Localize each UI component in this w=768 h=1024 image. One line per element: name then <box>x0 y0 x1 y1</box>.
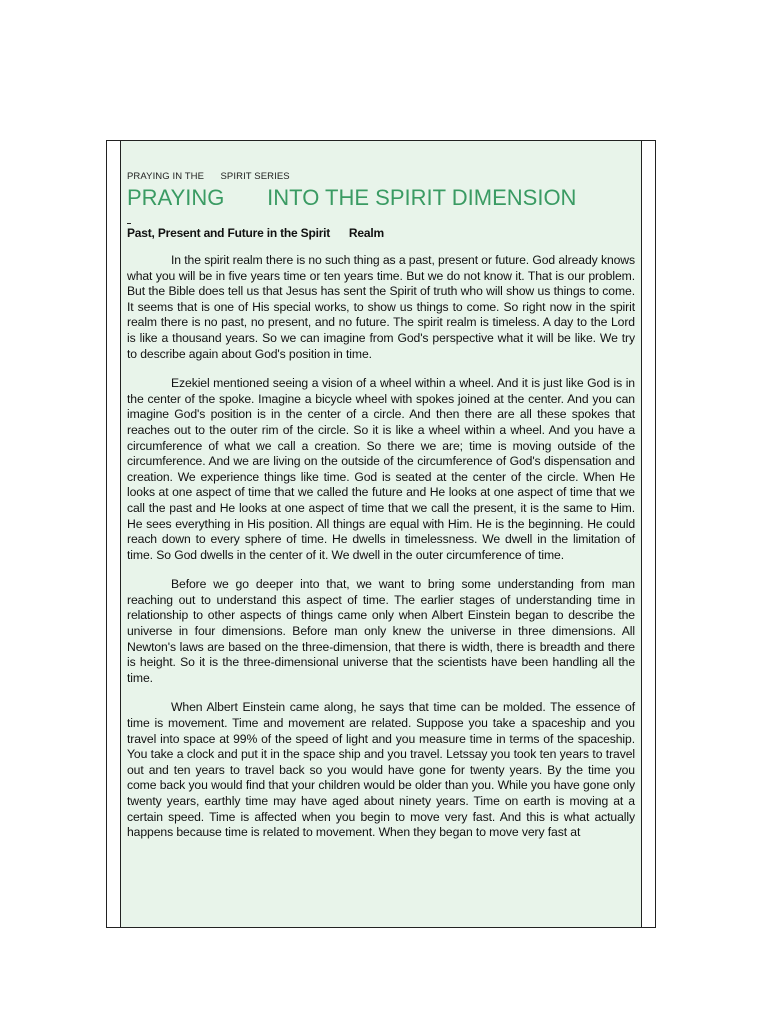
section-heading: Past, Present and Future in the Spirit Realm <box>127 226 384 240</box>
paragraph: When Albert Einstein came along, he says that time can be molded. The essence of time is movement. Time and movement are related. Suppose you take a spaceship and you travel into space at 99% of the speed of light and you measure time in terms of the spaceship. You take a clock and put it in the space ship and you travel. Letssay you took ten years to travel out and ten years to travel back so you would have gone for twenty years. By the time you come back you would find that your children would be older than you. While you have gone only twenty years, earthly time may have aged about ninety years. Time on earth is moving at a certain speed. Time is affected when you begin to move very fast. And this is what actually happens because time is related to movement. When they began to move very fast at <box>127 700 635 840</box>
page-frame <box>106 140 656 928</box>
paragraph: Ezekiel mentioned seeing a vision of a wheel within a wheel. And it is just like God is in the center of the spoke. Imagine a bicycle wheel with spokes joined at the center. And you can imagine God's position is in the center of a circle. And then there are all these spokes that reaches out to the outer rim of the circle. So it is like a wheel within a wheel. And you have a circumference of what we call a creation. So there we are; time is moving outside of the circumference. And we are living on the outside of the circumference of God's dispensation and creation. We experience things like time. God is seated at the center of the circle. When He looks at one aspect of time that we called the future and He looks at one aspect of time that we call the past and He looks at one aspect of time that we call the present, it is the same to Him. He sees everything in His position. All things are equal with Him. He is the beginning. He could reach down to every sphere of time. He dwells in timelessness. We dwell in the limitation of time. So God dwells in the center of it. We dwell in the outer circumference of time. <box>127 376 635 562</box>
paragraph: In the spirit realm there is no such thing as a past, present or future. God already knows what you will be in five years time or ten years time. But we do not know it. That is our problem. But the Bible does tell us that Jesus has sent the Spirit of truth who will show us things to come. It seems that is one of His special works, to show us things to come. So right now in the spirit realm there is no past, no present, and no future. The spirit realm is timeless. A day to the Lord is like a thousand years. So we can imagine from God's perspective what it will be like. We try to describe again about God's position in time. <box>127 253 635 361</box>
series-label: PRAYING IN THE SPIRIT SERIES <box>127 171 290 182</box>
divider-mark <box>127 211 635 225</box>
paragraph: Before we go deeper into that, we want to bring some understanding from man reaching out to understand this aspect of time. The earlier stages of understanding time in relationship to other aspects of things came only when Albert Einstein began to describe the universe in four dimensions. Before man only knew the universe in three dimensions. All Newton's laws are based on the three-dimension, that there is width, there is breadth and there is height. So it is the three-dimensional universe that the scientists have been handling all the time. <box>127 577 635 685</box>
document-title: PRAYING INTO THE SPIRIT DIMENSION <box>127 185 577 210</box>
right-margin-column <box>641 141 655 927</box>
content-panel <box>121 141 641 927</box>
left-margin-column <box>107 141 121 927</box>
